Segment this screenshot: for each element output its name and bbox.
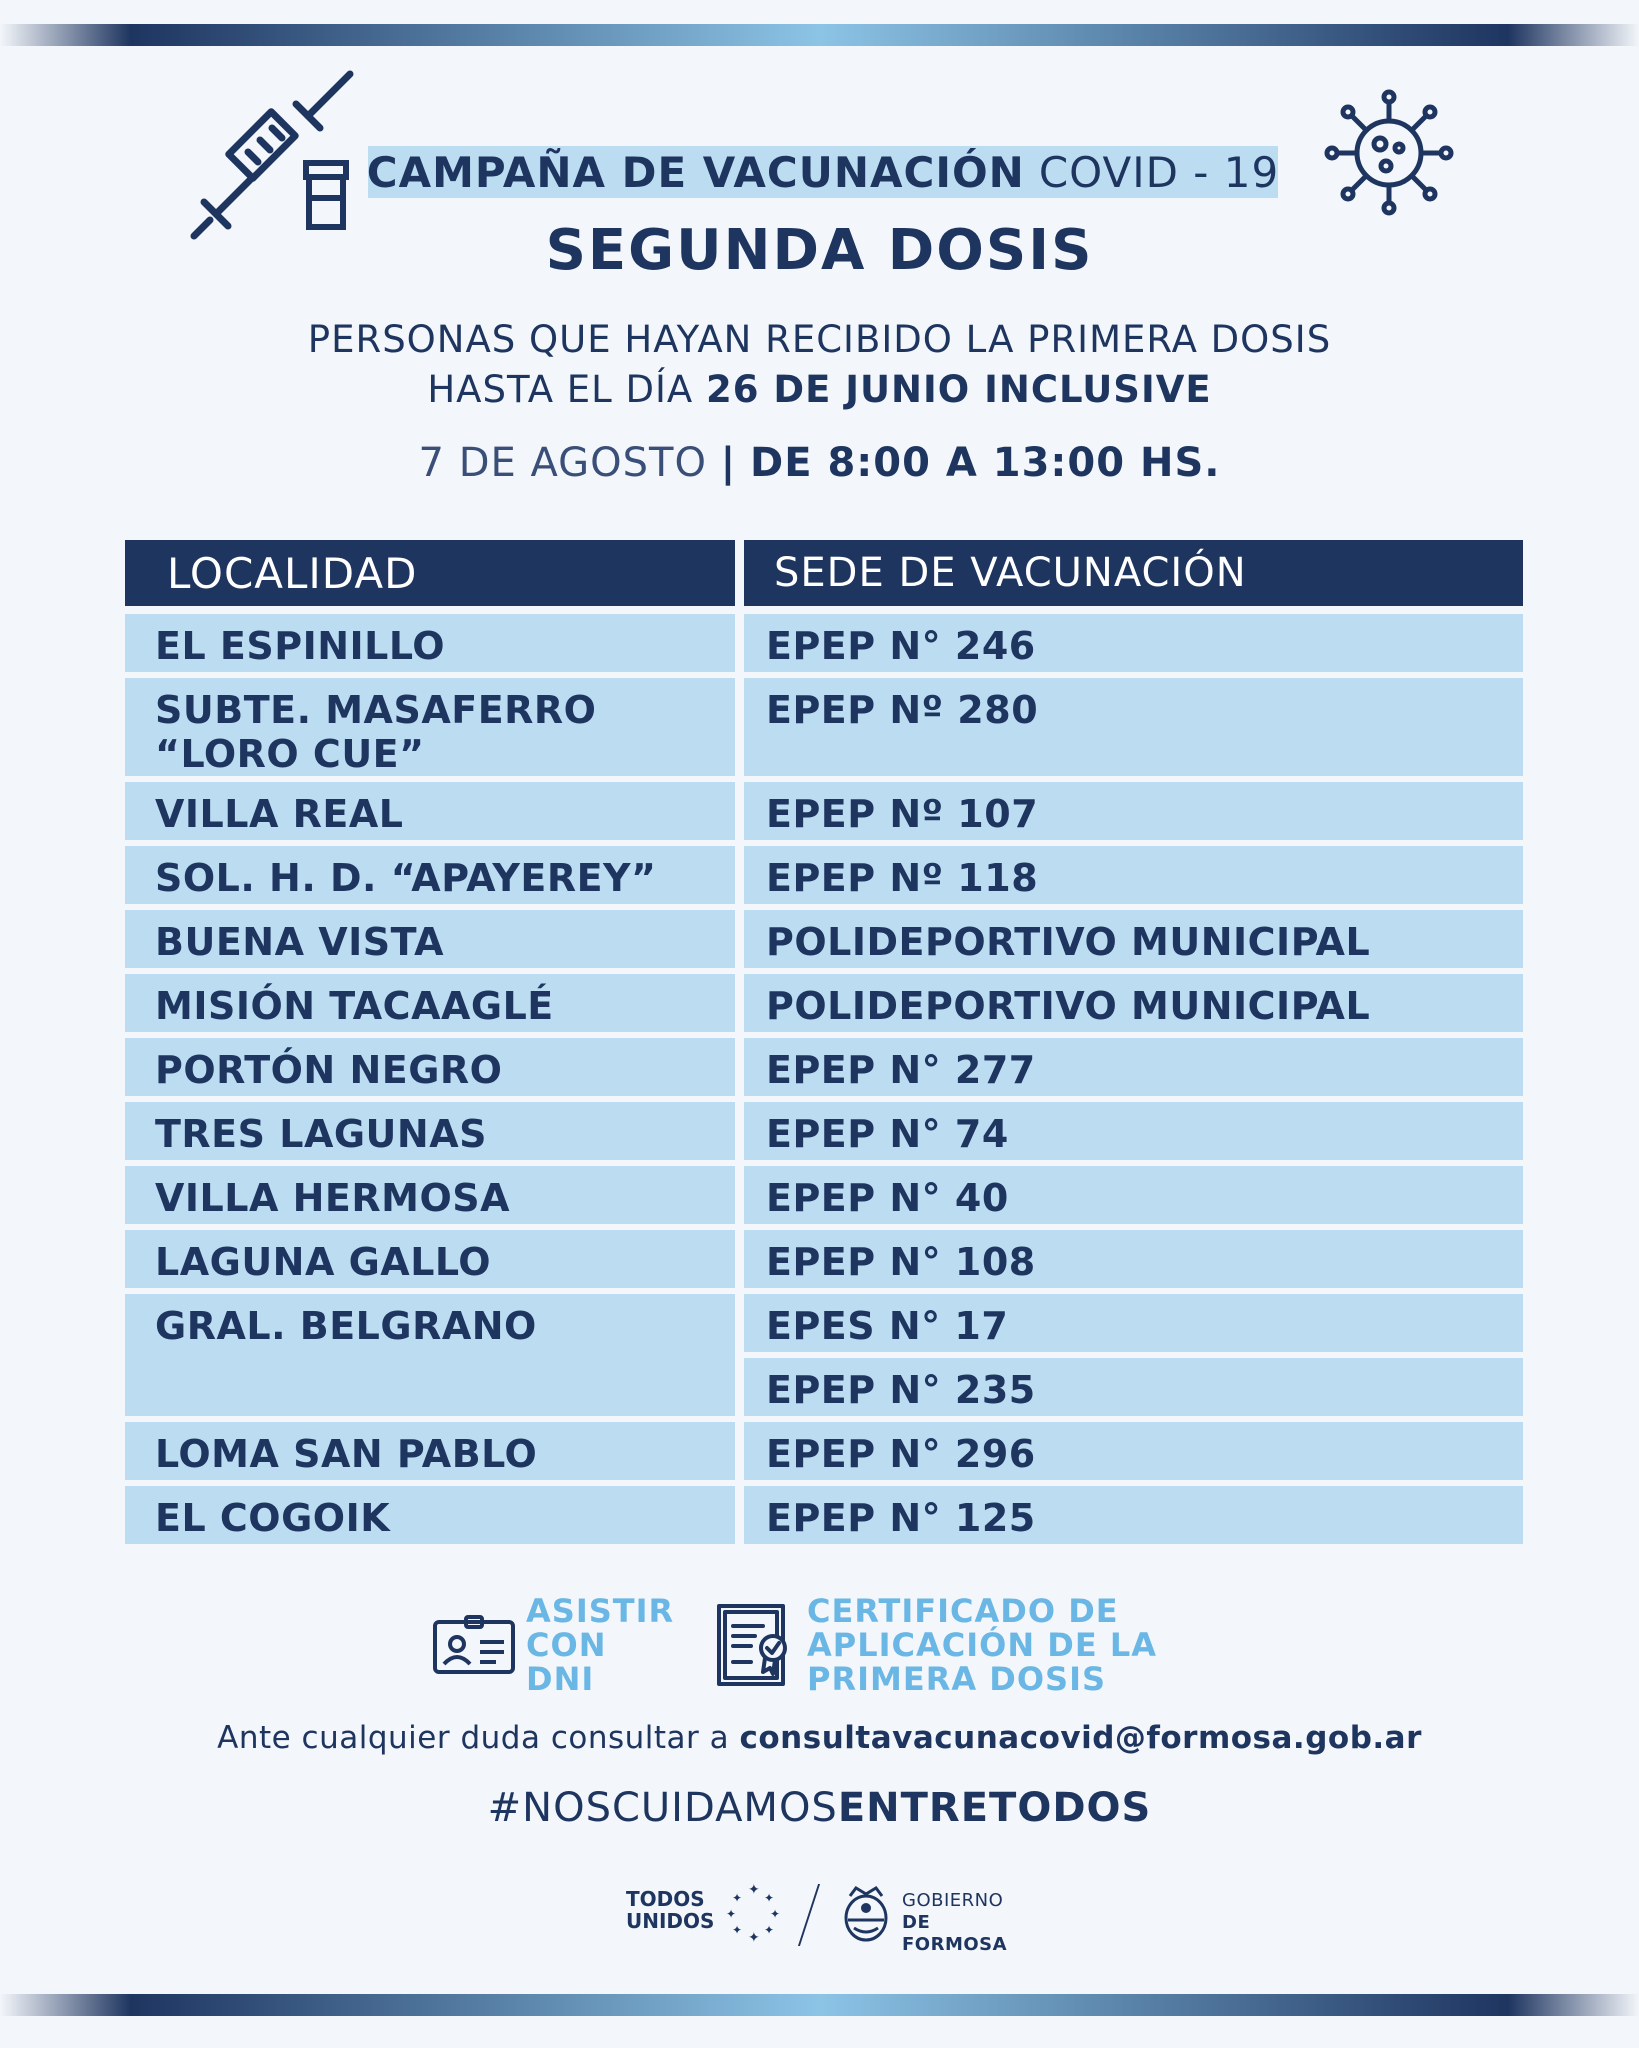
todos-unidos-logo <box>626 1880 786 1950</box>
table-cell-localidad: MISIÓN TACAAGLÉ <box>125 974 735 1032</box>
table-cell-sede: POLIDEPORTIVO MUNICIPAL <box>744 910 1523 968</box>
eligibility-line-1: PERSONAS QUE HAYAN RECIBIDO LA PRIMERA DOSIS <box>307 318 1332 361</box>
requirement-certificate-text: CERTIFICADO DE APLICACIÓN DE LA PRIMERA DOSIS <box>807 1592 1157 1698</box>
table-cell-sede: EPEP N° 277 <box>744 1038 1523 1096</box>
requirement-certificate <box>715 1594 1307 1696</box>
hashtag-bold: ENTRETODOS <box>837 1785 1152 1831</box>
table-cell-sede: POLIDEPORTIVO MUNICIPAL <box>744 974 1523 1032</box>
gobierno-formosa-text <box>902 1890 1040 1956</box>
campaign-title <box>368 146 1278 198</box>
table-cell-sede: EPEP Nº 107 <box>744 782 1523 840</box>
dose-subtitle: SEGUNDA DOSIS <box>545 218 1094 283</box>
table-cell-localidad: EL COGOIK <box>125 1486 735 1544</box>
hashtag-light: #NOSCUIDAMOS <box>487 1785 838 1831</box>
svg-text:✦: ✦ <box>764 1891 775 1905</box>
table-cell-localidad: VILLA REAL <box>125 782 735 840</box>
table-cell-localidad: TRES LAGUNAS <box>125 1102 735 1160</box>
contact-line <box>0 1720 1639 1756</box>
table-cell-sede: EPEP Nº 118 <box>744 846 1523 904</box>
table-cell-localidad: SUBTE. MASAFERRO “LORO CUE” <box>125 678 735 776</box>
bottom-decorative-stripe <box>0 1994 1639 2016</box>
vaccination-sites-table <box>125 540 1523 1550</box>
svg-text:✦: ✦ <box>770 1907 781 1921</box>
todos-unidos-text: TODOS UNIDOS <box>626 1887 715 1933</box>
virus-icon <box>1320 88 1458 218</box>
table-cell-localidad: EL ESPINILLO <box>125 614 735 672</box>
campaign-title-light: COVID - 19 <box>1038 147 1280 197</box>
table-cell-localidad: LAGUNA GALLO <box>125 1230 735 1288</box>
eligibility-date: 26 DE JUNIO INCLUSIVE <box>706 368 1212 411</box>
eligibility-line-2 <box>0 368 1639 411</box>
table-cell-sede: EPEP N° 40 <box>744 1166 1523 1224</box>
schedule-separator: | <box>720 440 737 486</box>
table-header <box>125 540 1523 606</box>
gobierno-formosa-logo <box>840 1880 1040 1955</box>
table-cell-localidad: LOMA SAN PABLO <box>125 1422 735 1480</box>
table-cell-localidad: BUENA VISTA <box>125 910 735 968</box>
schedule-line <box>0 440 1639 486</box>
schedule-date: 7 DE AGOSTO <box>418 440 707 486</box>
table-cell-sede: EPEP N° 246 <box>744 614 1523 672</box>
requirement-dni-text: ASISTIR CON DNI <box>526 1592 675 1698</box>
logo-divider <box>798 1884 820 1946</box>
gobierno-line: GOBIERNO <box>902 1890 1004 1911</box>
contact-prefix: Ante cualquier duda consultar a <box>217 1720 730 1756</box>
eligibility-prefix: HASTA EL DÍA <box>427 368 694 411</box>
svg-text:✦: ✦ <box>748 1882 760 1898</box>
campaign-title-bold: CAMPAÑA DE VACUNACIÓN <box>366 147 1025 197</box>
stars-ring-icon <box>718 1880 784 1946</box>
hashtag <box>0 1785 1639 1831</box>
table-cell-sede: EPEP N° 125 <box>744 1486 1523 1544</box>
svg-text:✦: ✦ <box>748 1930 760 1946</box>
schedule-hours: DE 8:00 A 13:00 HS. <box>749 440 1221 486</box>
table-cell-sede: EPEP Nº 280 <box>744 678 1523 776</box>
table-cell-sede: EPEP N° 74 <box>744 1102 1523 1160</box>
table-cell-sede: EPEP N° 235 <box>744 1358 1523 1416</box>
certificate-icon <box>715 1602 795 1688</box>
coat-of-arms-icon <box>840 1884 892 1944</box>
table-cell-sede: EPEP N° 108 <box>744 1230 1523 1288</box>
svg-text:✦: ✦ <box>732 1891 743 1905</box>
table-cell-sede: EPES N° 17 <box>744 1294 1523 1352</box>
top-decorative-stripe <box>0 24 1639 46</box>
column-header-sede: SEDE DE VACUNACIÓN <box>744 540 1523 606</box>
formosa-line: DE FORMOSA <box>902 1912 1008 1955</box>
table-body <box>125 614 1523 1550</box>
id-card-icon <box>432 1614 516 1676</box>
svg-text:✦: ✦ <box>764 1923 775 1937</box>
contact-email[interactable]: consultavacunacovid@formosa.gob.ar <box>739 1720 1422 1756</box>
table-cell-sede: EPEP N° 296 <box>744 1422 1523 1480</box>
footer-logos <box>0 1880 1639 1955</box>
table-cell-localidad: SOL. H. D. “APAYEREY” <box>125 846 735 904</box>
svg-text:✦: ✦ <box>726 1907 737 1921</box>
table-cell-localidad: PORTÓN NEGRO <box>125 1038 735 1096</box>
svg-text:✦: ✦ <box>732 1923 743 1937</box>
table-cell-localidad: GRAL. BELGRANO <box>125 1294 735 1416</box>
requirement-dni <box>432 1594 676 1696</box>
column-header-localidad: LOCALIDAD <box>125 540 735 606</box>
table-cell-localidad: VILLA HERMOSA <box>125 1166 735 1224</box>
